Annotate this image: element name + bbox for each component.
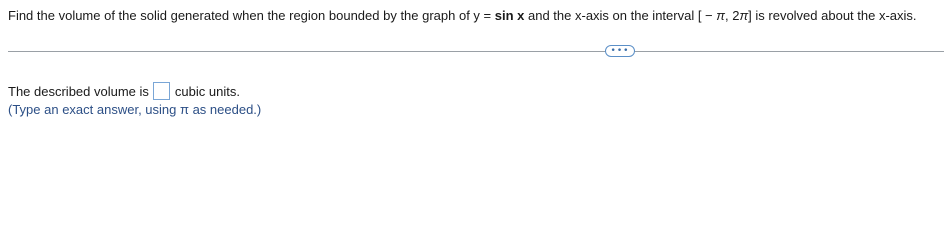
question-part-4: ] is revolved about the x-axis. [748, 8, 917, 23]
question-part-3: , 2 [724, 8, 740, 23]
question-function: sin x [494, 8, 525, 23]
answer-suffix: cubic units. [174, 83, 240, 99]
answer-prefix: The described volume is [8, 83, 149, 99]
hint-pi: π [179, 102, 189, 117]
question-text [8, 8, 917, 24]
expand-more-button[interactable] [605, 45, 635, 57]
question-part-2: and the x-axis on the interval [ − [524, 8, 717, 23]
more-dots-icon: ••• [610, 45, 630, 56]
hint-part-1: (Type an exact answer, using [8, 102, 180, 117]
answer-input-box[interactable] [153, 82, 170, 100]
answer-hint [8, 102, 261, 118]
question-pi-1: π [716, 8, 725, 23]
question-pi-2: π [739, 8, 749, 23]
question-part-1: Find the volume of the solid generated when the region bounded by the graph of y = [8, 8, 495, 23]
hint-part-2: as needed.) [188, 102, 262, 117]
section-divider [8, 51, 944, 52]
answer-line [8, 81, 240, 101]
